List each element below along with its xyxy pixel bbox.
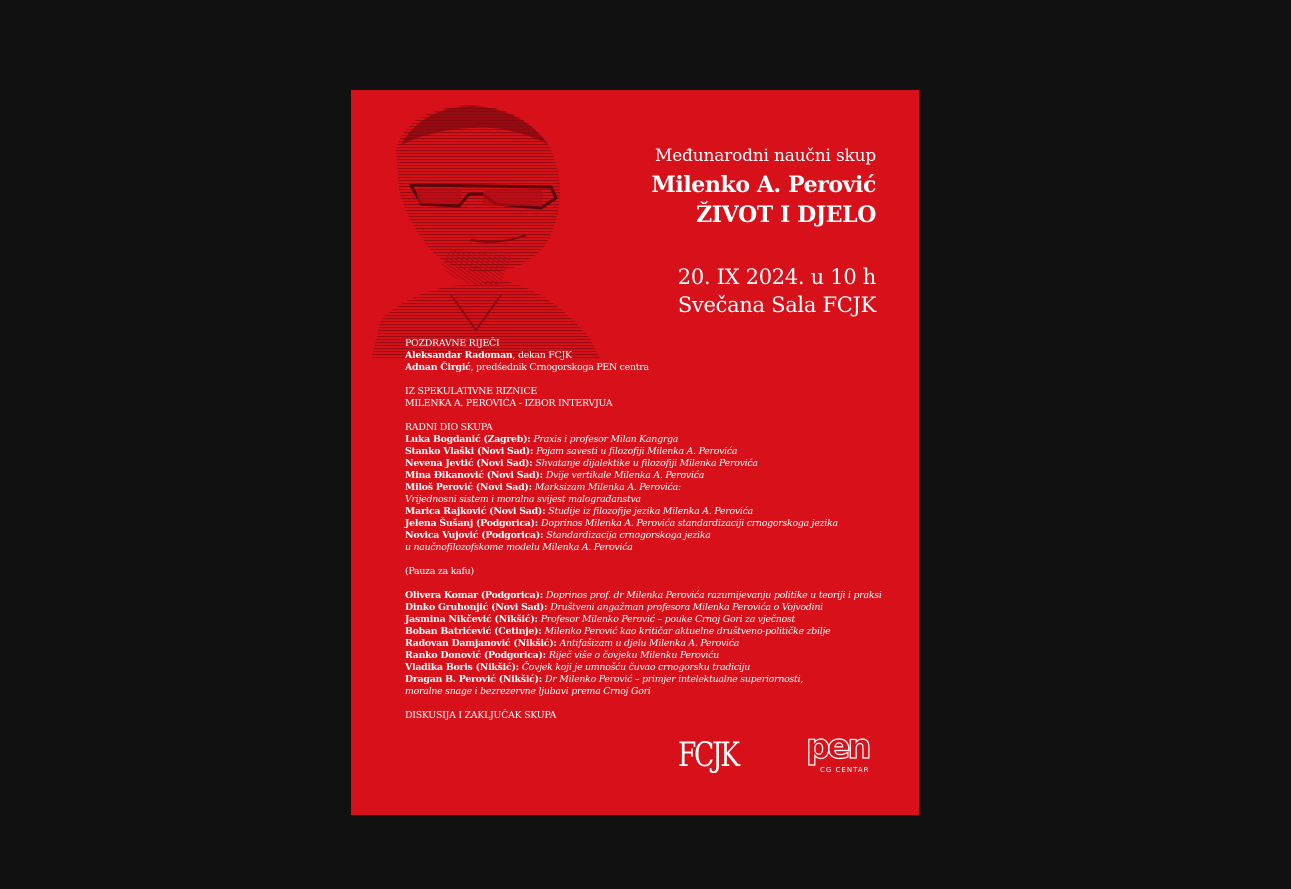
pen-logo (806, 727, 881, 780)
program-line (405, 338, 885, 350)
speaker-name: Ranko Donović (Podgorica): (405, 650, 549, 661)
program-spacer (405, 554, 885, 566)
program-spacer (405, 410, 885, 422)
talk-title: Doprinos Milenka A. Perovića standardizaciji crnogorskoga jezika (541, 518, 838, 529)
program-line (405, 482, 885, 494)
speaker-name: Jelena Šušanj (Podgorica): (405, 518, 542, 529)
talk-title: moralne snage i bezrezervne ljubavi prema Crnoj Gori (405, 686, 651, 697)
speaker-name: Vladika Boris (Nikšić): (405, 662, 522, 673)
talk-title: Društveni angažman profesora Milenka Perovića o Vojvodini (550, 602, 823, 613)
speaker-name: Olivera Komar (Podgorica): (405, 590, 546, 601)
program-line (405, 686, 885, 698)
program-line (405, 650, 885, 662)
speaker-name: Dragan B. Perović (Nikšić): (405, 674, 546, 685)
talk-title: Čovjek koji je umnošću čuvao crnogorsku tradiciju (521, 662, 751, 673)
event-venue: Svečana Sala FCJK (677, 293, 876, 317)
talk-title: Pojam savesti u filozofiji Milenka A. Perovića (536, 446, 738, 457)
event-title: ŽIVOT I DJELO (696, 202, 876, 228)
talk-title: Profesor Milenko Perović – pouke Crnoj Gori za vječnost (540, 614, 796, 625)
program-line (405, 566, 885, 578)
pen-logo-wordmark: pen (806, 727, 869, 767)
program-line (405, 590, 885, 602)
talk-title: u naučnofilozofskome modelu Milenka A. Perovića (405, 542, 633, 553)
speaker-name: Dinko Gruhonjić (Novi Sad): (405, 602, 551, 613)
program-line (405, 542, 885, 554)
honoree-name: Milenko A. Perović (651, 172, 876, 198)
program-spacer (405, 698, 885, 710)
speaker-name: Jasmina Nikčević (Nikšić): (405, 614, 541, 625)
program-line (405, 518, 885, 530)
talk-title: Praxis i profesor Milan Kangrga (533, 434, 679, 445)
program-line (405, 446, 885, 458)
talk-title: Dr Milenko Perović – primjer intelektualne superiornosti, (545, 674, 804, 685)
program-line (405, 362, 885, 374)
program-list (405, 338, 885, 722)
program-text: RADNI DIO SKUPA (405, 422, 493, 433)
speaker-name: Miloš Perović (Novi Sad): (405, 482, 535, 493)
event-subtitle: Međunarodni naučni skup (654, 146, 876, 166)
program-text: (Pauza za kafu) (405, 566, 474, 577)
program-line (405, 674, 885, 686)
speaker-name: Adnan Čirgić (405, 362, 471, 373)
speaker-name: Stanko Vlaški (Novi Sad): (405, 446, 537, 457)
talk-title: Dvije vertikale Milenka A. Perovića (545, 470, 705, 481)
speaker-name: Novica Vujović (Podgorica): (405, 530, 547, 541)
program-line (405, 662, 885, 674)
speaker-name: Luka Bogdanić (Zagreb): (405, 434, 534, 445)
program-text: IZ SPEKULATIVNE RIZNICE (405, 386, 538, 397)
program-line (405, 614, 885, 626)
program-text: , dekan FCJK (512, 350, 572, 361)
speaker-name: Nevena Jevtić (Novi Sad): (405, 458, 536, 469)
program-line (405, 626, 885, 638)
program-line (405, 710, 885, 722)
fcjk-logo: FCJK (678, 735, 738, 775)
talk-title: Antifašizam u djelu Milenka A. Perovića (559, 638, 740, 649)
event-poster (351, 90, 919, 815)
talk-title: Studije iz filozofije jezika Milenka A. Perovića (548, 506, 753, 517)
program-line (405, 506, 885, 518)
program-line (405, 602, 885, 614)
speaker-name: Marica Rajković (Novi Sad): (405, 506, 549, 517)
program-line (405, 434, 885, 446)
program-text: MILENKA A. PEROVIĆA - IZBOR INTERVJUA (405, 398, 613, 409)
talk-title: Standardizacija crnogorskoga jezika (546, 530, 711, 541)
program-line (405, 458, 885, 470)
event-date: 20. IX 2024. u 10 h (677, 265, 876, 289)
program-text: , predśednik Crnogorskoga PEN centra (470, 362, 649, 373)
program-line (405, 386, 885, 398)
program-line (405, 470, 885, 482)
talk-title: Doprinos prof. dr Milenka Perovića razumijevanju politike u teoriji i praksi (545, 590, 882, 601)
pen-logo-subtitle: CG CENTAR (820, 766, 870, 774)
talk-title: Riječ više o čovjeku Milenku Peroviću (548, 650, 720, 661)
program-line (405, 350, 885, 362)
program-line (405, 398, 885, 410)
program-line (405, 638, 885, 650)
talk-title: Shvatanje dijalektike u filozofiji Milenka Perovića (535, 458, 758, 469)
program-line (405, 422, 885, 434)
program-text: POZDRAVNE RIJEČI (405, 338, 500, 349)
speaker-name: Radovan Damjanović (Nikšić): (405, 638, 560, 649)
program-text: DISKUSIJA I ZAKLJUČAK SKUPA (405, 710, 557, 721)
speaker-name: Boban Batrićević (Cetinje): (405, 626, 545, 637)
program-spacer (405, 578, 885, 590)
talk-title: Marksizam Milenka A. Perovića: (534, 482, 681, 493)
program-line (405, 530, 885, 542)
program-spacer (405, 374, 885, 386)
talk-title: Milenko Perović kao kritičar aktuelne društveno-političke zbilje (544, 626, 831, 637)
portrait-image (351, 90, 611, 360)
speaker-name: Aleksandar Radoman (405, 350, 513, 361)
program-line (405, 494, 885, 506)
talk-title: Vrijednosni sistem i moralna svijest malograđanstva (405, 494, 641, 505)
speaker-name: Mina Đikanović (Novi Sad): (405, 470, 546, 481)
